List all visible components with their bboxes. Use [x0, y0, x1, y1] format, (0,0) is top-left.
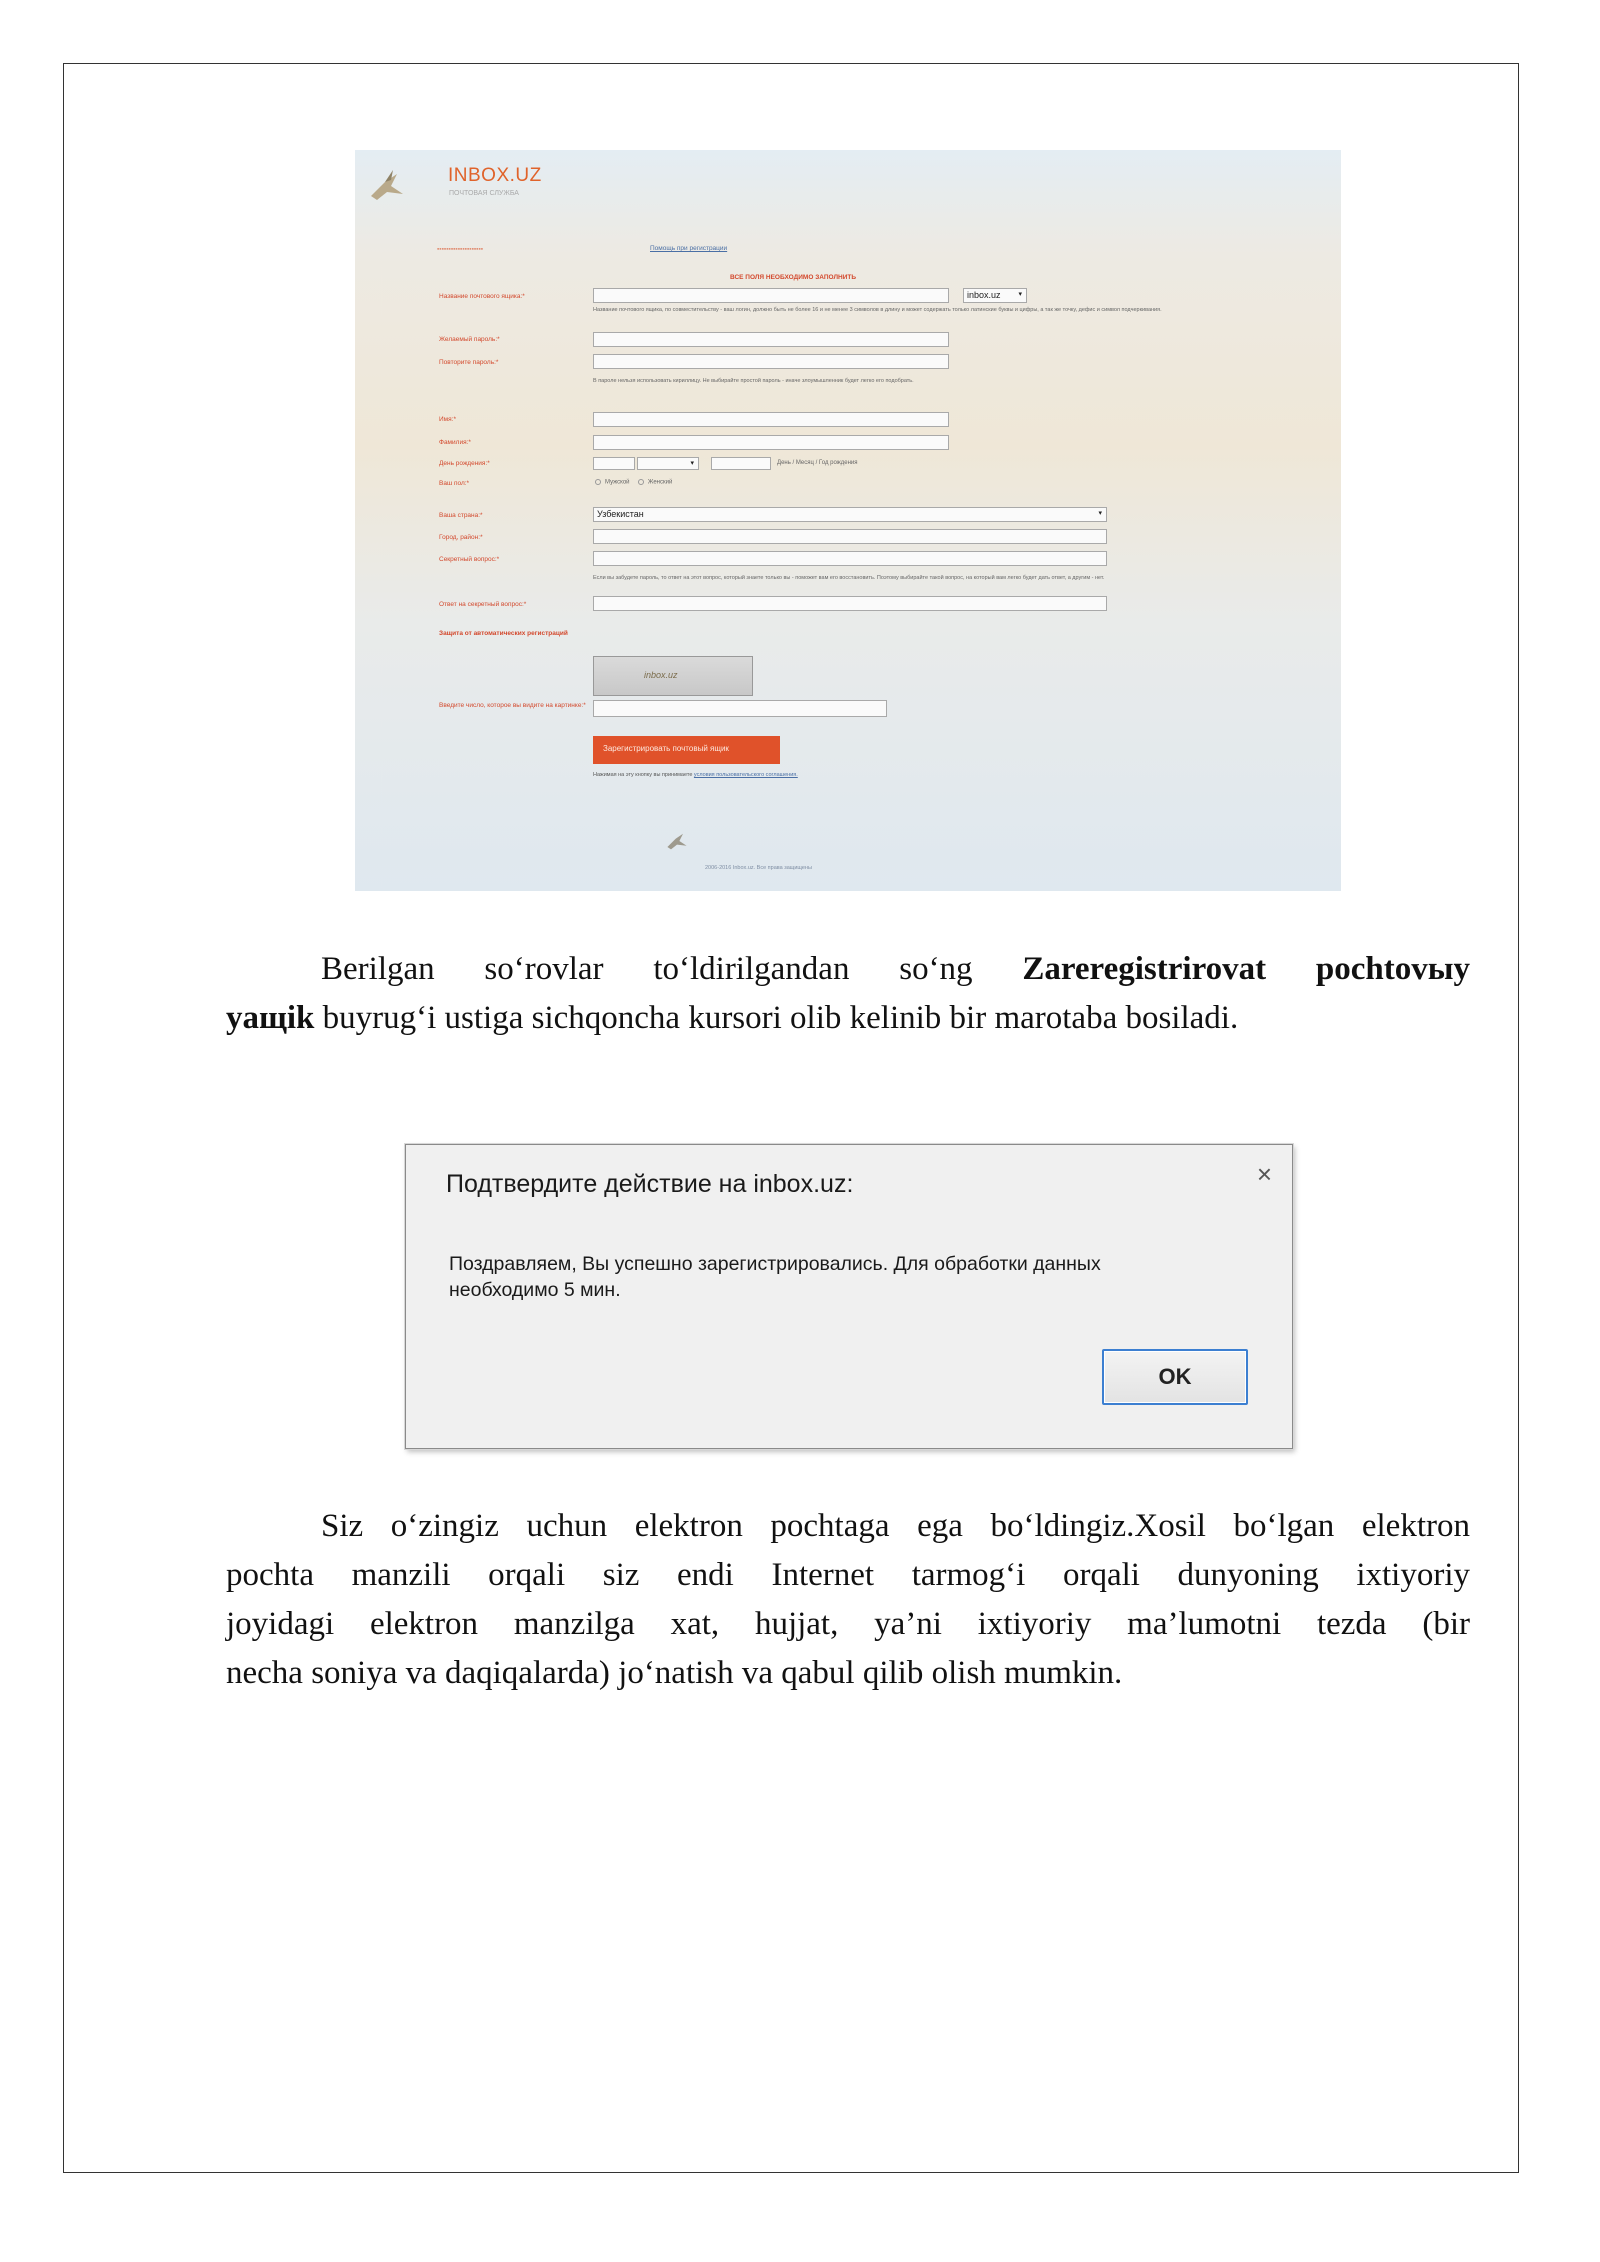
label-secret-question: Секретный вопрос:* — [439, 556, 500, 563]
label-secret-answer: Ответ на секретный вопрос:* — [439, 601, 527, 608]
inbox-registration-screenshot — [355, 150, 1341, 891]
close-icon[interactable]: × — [1256, 1159, 1272, 1189]
help-link[interactable]: Помощь при регистрации — [650, 245, 728, 252]
label-last-name: Фамилия:* — [439, 439, 471, 446]
birth-month-select[interactable]: ▾ — [637, 457, 699, 470]
bold-command-part-2: yaщik — [226, 1000, 315, 1036]
secret-hint: Если вы забудете пароль, то ответ на этот вопрос, который знаете только вы - поможет вам его восстановить. Поэтому выбирайте такой вопрос, на который вам легко будет дать ответ, а другим - нет. — [593, 575, 1105, 581]
label-confirm-password: Повторите пароль:* — [439, 359, 499, 366]
paragraph-2 — [226, 1502, 1470, 1698]
captcha-image — [593, 656, 753, 696]
terms-line — [593, 772, 798, 778]
domain-select[interactable]: inbox.uz ▾ — [963, 288, 1027, 303]
bold-command-part-1: Zareregistrirovat pochtovыy — [1022, 951, 1470, 987]
country-select[interactable]: Узбекистан ▾ — [593, 507, 1107, 522]
label-password: Желаемый пароль:* — [439, 336, 500, 343]
label-gender: Ваш пол:* — [439, 480, 470, 487]
paragraph-2-line-4: necha soniya va daqiqalarda) jo‘natish va qabul qilib olish mumkin. — [226, 1655, 1123, 1691]
confirm-password-input[interactable] — [593, 354, 949, 369]
label-spam-protection: Защита от автоматических регистраций — [439, 630, 568, 637]
captcha-text: inbox.uz — [644, 670, 678, 680]
mailbox-hint: Название почтового ящика, по совместительству - ваш логин, должно быть не более 16 и не менее 3 символов в длину и может содержать только латинские буквы и цифры, а так же точку, дефис и символ подчеркивания. — [593, 307, 1162, 313]
birth-year-input[interactable] — [711, 457, 771, 470]
register-mailbox-button[interactable]: Зарегистрировать почтовый ящик — [593, 736, 780, 764]
required-notice: ВСЕ ПОЛЯ НЕОБХОДИМО ЗАПОЛНИТЬ — [730, 274, 857, 281]
paragraph-1-line-1: Berilgan so‘rovlar to‘ldirilgandan so‘ng Zareregistrirovat pochtovыy — [321, 951, 1470, 987]
last-name-input[interactable] — [593, 435, 949, 450]
breadcrumb-text: ▪▪▪▪▪▪▪▪▪▪▪▪▪▪▪▪▪▪▪▪ — [437, 246, 484, 253]
gender-female-radio[interactable] — [638, 479, 644, 485]
gender-radio-group[interactable]: Мужской Женский — [595, 479, 672, 486]
paragraph-2-line-1: Siz o‘zingiz uchun elektron pochtaga ega bo‘ldingiz.Xosil bo‘lgan elektron — [321, 1508, 1470, 1544]
footer-bird-icon — [665, 830, 689, 852]
terms-link[interactable]: условия пользовательского соглашения. — [693, 772, 798, 778]
label-mailbox-name: Название почтового ящика:* — [439, 293, 525, 300]
label-first-name: Имя:* — [439, 416, 456, 423]
logo-subtitle: ПОЧТОВАЯ СЛУЖБА — [449, 190, 519, 197]
label-birthday: День рождения:* — [439, 460, 490, 467]
password-input[interactable] — [593, 332, 949, 347]
ok-button[interactable]: OK — [1102, 1349, 1248, 1405]
paragraph-2-line-2: pochta manzili orqali siz endi Internet tarmog‘i orqali dunyoning ixtiyoriy — [226, 1557, 1470, 1593]
gender-male-radio[interactable] — [595, 479, 601, 485]
label-country: Ваша страна:* — [439, 512, 483, 519]
logo-title: INBOX.UZ — [448, 165, 542, 186]
label-captcha-prompt: Введите число, которое вы видите на картинке:* — [439, 702, 586, 709]
birth-day-input[interactable] — [593, 457, 635, 470]
city-input[interactable] — [593, 529, 1107, 544]
paragraph-2-line-3: joyidagi elektron manzilga xat, hujjat, ya’ni ixtiyoriy ma’lumotni tezda (bir — [226, 1606, 1470, 1642]
password-hint: В пароле нельзя использовать кириллицу. Не выбирайте простой пароль - иначе злоумышленник будет легко его подобрать. — [593, 378, 914, 384]
dialog-message-line-2: необходимо 5 мин. — [449, 1279, 621, 1301]
mailbox-name-input[interactable] — [593, 288, 949, 303]
terms-text: Нажимая на эту кнопку вы принимаете — [593, 772, 693, 778]
secret-answer-input[interactable] — [593, 596, 1107, 611]
dialog-message-line-1: Поздравляем, Вы успешно зарегистрировались. Для обработки данных — [449, 1253, 1101, 1275]
footer-text: 2006-2016 Inbox.uz. Все права защищены — [705, 865, 812, 871]
confirm-dialog — [405, 1144, 1293, 1449]
bird-logo-icon — [367, 168, 407, 204]
first-name-input[interactable] — [593, 412, 949, 427]
secret-question-input[interactable] — [593, 551, 1107, 566]
dialog-title: Подтвердите действие на inbox.uz: — [446, 1170, 854, 1198]
paragraph-1 — [226, 945, 1470, 1043]
dialog-message — [449, 1251, 1229, 1303]
paragraph-1-line-2: yaщik buyrug‘i ustiga sichqoncha kursori olib kelinib bir marotaba bosiladi. — [226, 1000, 1239, 1036]
label-city: Город, район:* — [439, 534, 483, 541]
captcha-input[interactable] — [593, 700, 887, 717]
birthday-hint: День / Месяц / Год рождения — [777, 460, 858, 466]
